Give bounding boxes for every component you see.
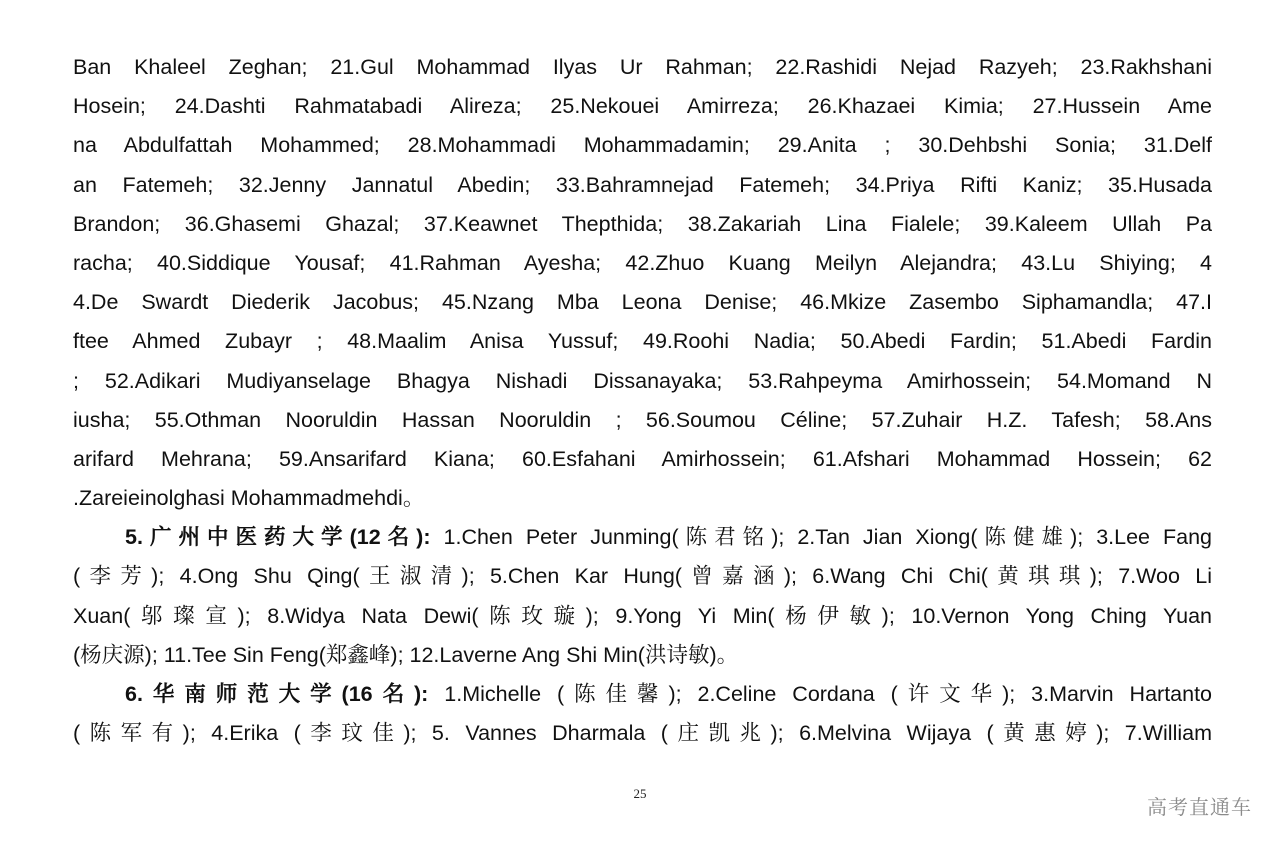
text-line-9: ; 52.Adikari Mudiyanselage Bhagya Nishadi Dissanayaka; 53.Rahpeyma Amirhossein; 54.Momand N [73,368,1212,393]
section-5-heading: 5.广州中医药大学(12名): [125,525,431,550]
section-6-text: 1.Michelle (陈佳馨); 2.Celine Cordana (许文华); 3.Marvin Hartanto [428,682,1212,706]
text-line-2: Hosein; 24.Dashti Rahmatabadi Alireza; 25.Nekouei Amirreza; 26.Khazaei Kimia; 27.Hussein Ame [73,94,1212,119]
section-5-line-3: Xuan(邬璨宣); 8.Widya Nata Dewi(陈玫璇); 9.Yong Yi Min(杨伊敏); 10.Vernon Yong Ching Yuan [73,603,1212,628]
section-6-heading: 6.华南师范大学(16名): [125,682,429,706]
watermark: 高考直通车 [1147,795,1252,819]
text-line-6: racha; 40.Siddique Yousaf; 41.Rahman Ayesha; 42.Zhuo Kuang Meilyn Alejandra; 43.Lu Shiying; 4 [73,250,1212,275]
section-5-line-2: (李芳); 4.Ong Shu Qing(王淑清); 5.Chen Kar Hung(曾嘉涵); 6.Wang Chi Chi(黄琪琪); 7.Woo Li [73,564,1212,589]
text-line-4: an Fatemeh; 32.Jenny Jannatul Abedin; 33.Bahramnejad Fatemeh; 34.Priya Rifti Kaniz; 35.Husada [73,172,1212,197]
text-line-7: 4.De Swardt Diederik Jacobus; 45.Nzang Mba Leona Denise; 46.Mkize Zasembo Siphamandla; 47.I [73,290,1212,315]
text-line-8: ftee Ahmed Zubayr ; 48.Maalim Anisa Yussuf; 49.Roohi Nadia; 50.Abedi Fardin; 51.Abedi Fardin [73,329,1212,354]
page-number: 25 [633,786,647,801]
text-line-1: Ban Khaleel Zeghan; 21.Gul Mohammad Ilyas Ur Rahman; 22.Rashidi Nejad Razyeh; 23.Rakhshani [73,55,1212,79]
section-5-line-1 [73,518,1212,557]
text-line-5: Brandon; 36.Ghasemi Ghazal; 37.Keawnet Thepthida; 38.Zakariah Lina Fialele; 39.Kaleem Ullah Pa [73,211,1212,236]
section-5-text: 1.Chen Peter Junming(陈君铭); 2.Tan Jian Xiong(陈健雄); 3.Lee Fang [430,525,1212,550]
section-6-line-1 [73,675,1212,714]
text-line-11: arifard Mehrana; 59.Ansarifard Kiana; 60.Esfahani Amirhossein; 61.Afshari Mohammad Hossein; 62 [73,446,1212,471]
document-body [73,48,1212,753]
text-line-12: .Zareieinolghasi Mohammadmehdi。 [73,486,425,511]
section-6-line-2: (陈军有); 4.Erika (李玟佳); 5. Vannes Dharmala (庄凯兆); 6.Melvina Wijaya (黄惠婷); 7.William [73,721,1212,746]
text-line-3: na Abdulfattah Mohammed; 28.Mohammadi Mohammadamin; 29.Anita ; 30.Dehbshi Sonia; 31.Delf [73,133,1212,158]
text-line-10: iusha; 55.Othman Nooruldin Hassan Nooruldin ; 56.Soumou Céline; 57.Zuhair H.Z. Tafesh; 58.Ans [73,407,1212,432]
section-5-line-4: (杨庆源); 11.Tee Sin Feng(郑鑫峰); 12.Laverne Ang Shi Min(洪诗敏)。 [73,642,739,667]
